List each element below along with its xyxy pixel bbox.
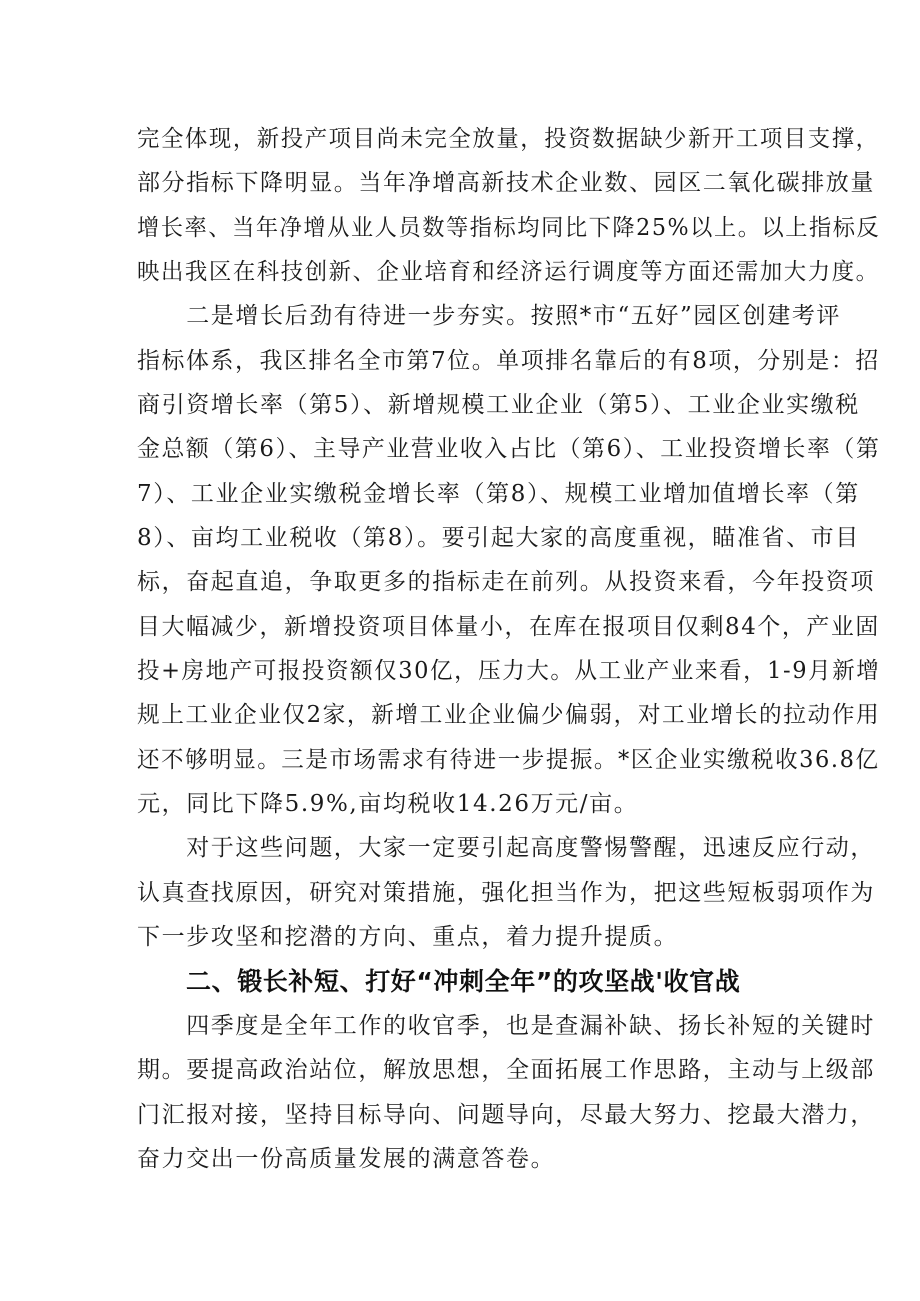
text-line: 规上工业企业仅2家，新增工业企业偏少偏弱，对工业增长的拉动作用 [137, 702, 881, 728]
text-line: 增长率、当年净增从业人员数等指标均同比下降25%以上。以上指标反 [137, 215, 881, 241]
text-line: 期。要提高政治站位，解放思想，全面拓展工作思路，主动与上级部 [137, 1057, 875, 1083]
text-line: 指标体系，我区排名全市第7位。单项排名靠后的有8项，分别是：招 [137, 348, 880, 374]
text-line: 二是增长后劲有待进一步夯实。按照*市“五好”园区创建考评 [137, 303, 842, 329]
text-line: 金总额（第6）、主导产业营业收入占比（第6）、工业投资增长率（第 [137, 436, 881, 462]
text-line: 投+房地产可报投资额仅30亿，压力大。从工业产业来看，1-9月新增 [137, 658, 881, 684]
text-line: 对于这些问题，大家一定要引起高度警惕警醒，迅速反应行动， [137, 835, 875, 861]
text-line: 四季度是全年工作的收官季，也是查漏补缺、扬长补短的关键时 [137, 1013, 875, 1039]
text-line: 下一步攻坚和挖潜的方向、重点，着力提升提质。 [137, 924, 679, 950]
text-line: 商引资增长率（第5）、新增规模工业企业（第5）、工业企业实缴税 [137, 392, 860, 418]
text-line: 部分指标下降明显。当年净增高新技术企业数、园区二氧化碳排放量 [137, 170, 875, 196]
text-line: 还不够明显。三是市场需求有待进一步提振。*区企业实缴税收36.8亿 [137, 747, 880, 773]
text-line: 奋力交出一份高质量发展的满意答卷。 [137, 1146, 556, 1172]
text-line: 元，同比下降5.9%,亩均税收14.26万元/亩。 [137, 791, 639, 817]
text-line: 目大幅减少，新增投资项目体量小，在库在报项目仅剩84个，产业固 [137, 614, 880, 640]
text-line: 7）、工业企业实缴税金增长率（第8）、规模工业增加值增长率（第 [137, 481, 860, 507]
text-line: 门汇报对接，坚持目标导向、问题导向，尽最大努力、挖最大潜力， [137, 1102, 875, 1128]
section-heading: 二、锻长补短、打好“冲刺全年”的攻坚战'收官战 [186, 967, 741, 996]
text-line: 映出我区在科技创新、企业培育和经济运行调度等方面还需加大力度。 [137, 259, 880, 285]
text-line: 8）、亩均工业税收（第8）。要引起大家的高度重视，瞄准省、市目 [137, 525, 860, 551]
text-line: 认真查找原因，研究对策措施，强化担当作为，把这些短板弱项作为 [137, 880, 875, 906]
text-line: 完全体现，新投产项目尚未完全放量，投资数据缺少新开工项目支撑， [137, 126, 880, 152]
text-line: 标，奋起直追，争取更多的指标走在前列。从投资来看，今年投资项 [137, 569, 875, 595]
